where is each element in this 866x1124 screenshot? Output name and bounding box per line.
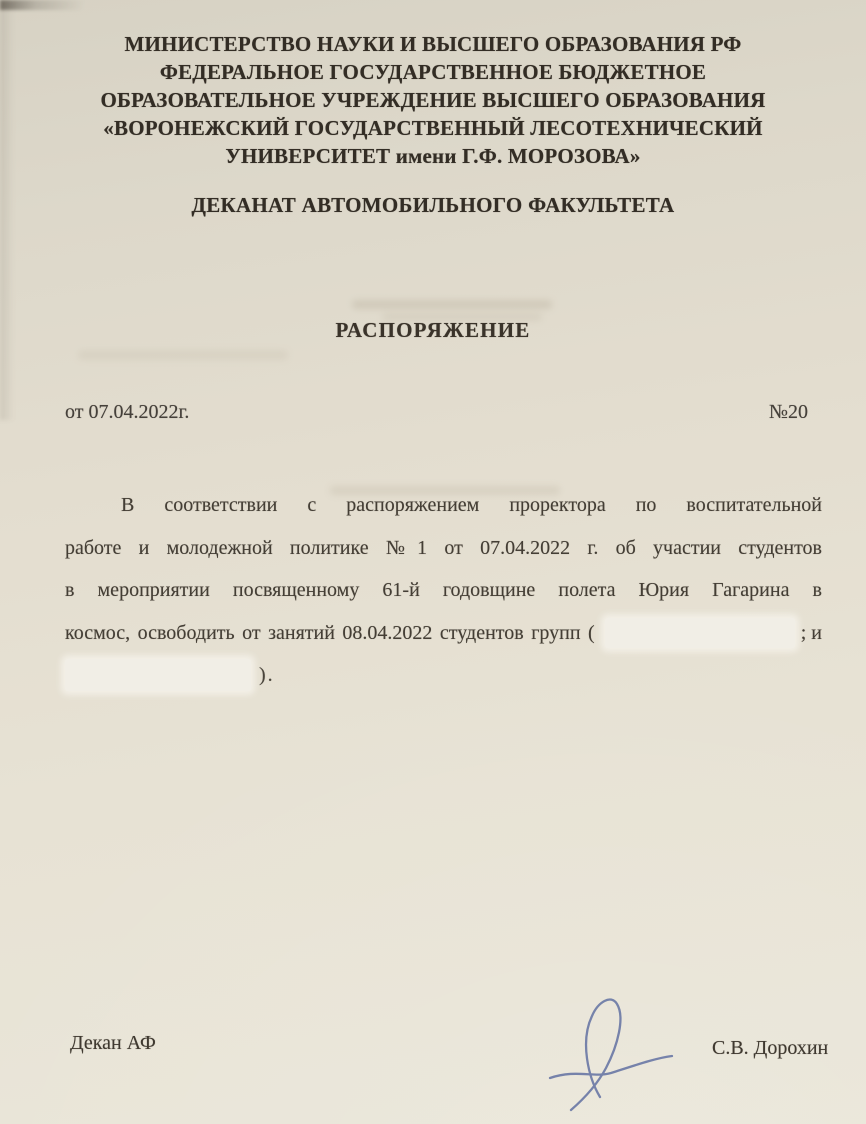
header-line-ministry: МИНИСТЕРСТВО НАУКИ И ВЫСШЕГО ОБРАЗОВАНИЯ РФ <box>124 32 742 56</box>
body-line-tail: ; и <box>800 621 822 644</box>
document-header <box>40 30 826 170</box>
body-line: В соответствии с распоряжением проректора по воспитательной <box>121 494 822 516</box>
bleed-through-smudge <box>78 350 288 360</box>
body-line: в мероприятии посвященному 61-й годовщине полета Юрия Гагарина в <box>65 579 822 601</box>
body-line: работе и молодежной политике №1 от 07.04.2022 г. об участии студентов <box>65 536 822 559</box>
header-line-federal: ФЕДЕРАЛЬНОЕ ГОСУДАРСТВЕННОЕ БЮДЖЕТНОЕ <box>159 60 707 84</box>
document-date: от 07.04.2022г. <box>65 401 190 423</box>
body-line-tail: ). <box>259 664 275 686</box>
header-line-university1: «ВОРОНЕЖСКИЙ ГОСУДАРСТВЕННЫЙ ЛЕСОТЕХНИЧЕСКИЙ <box>103 116 763 140</box>
order-body <box>65 484 822 697</box>
body-line-text: космос, освободить от занятий 08.04.2022 студентов групп ( <box>65 621 595 644</box>
body-line <box>65 612 822 655</box>
header-line-institution: ОБРАЗОВАТЕЛЬНОЕ УЧРЕЖДЕНИЕ ВЫСШЕГО ОБРАЗОВАНИЯ <box>100 88 766 112</box>
photo-left-shadow <box>0 0 14 420</box>
body-line <box>65 654 822 697</box>
bleed-through-smudge <box>352 300 552 309</box>
photo-edge-shadow <box>0 0 120 10</box>
date-number-row <box>65 401 808 424</box>
department-name: ДЕКАНАТ АВТОМОБИЛЬНОГО ФАКУЛЬТЕТА <box>191 193 675 217</box>
document-title: РАСПОРЯЖЕНИЕ <box>335 318 531 342</box>
redaction-whiteout <box>65 659 251 691</box>
signer-name: С.В. Дорохин <box>712 1037 829 1059</box>
signer-role: Декан АФ <box>70 1032 156 1054</box>
header-line-university2: УНИВЕРСИТЕТ имени Г.Ф. МОРОЗОВА» <box>225 144 641 168</box>
document-number: №20 <box>768 401 808 423</box>
handwritten-signature <box>548 985 708 1113</box>
redaction-whiteout <box>605 618 795 648</box>
